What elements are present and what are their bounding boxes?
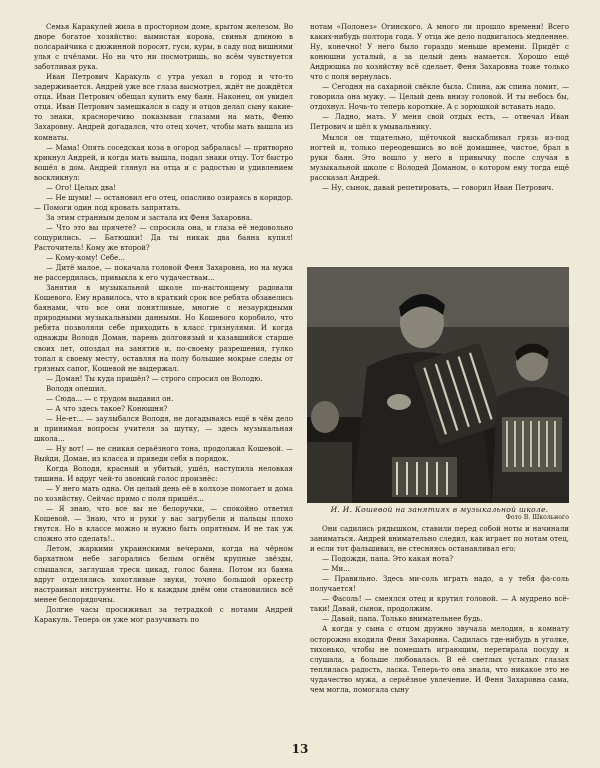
paragraph: — Не шуми! — остановил его отец, опасливо озираясь в коридор. — Помоги один под кровать запрятать. [34, 192, 293, 212]
right-column-top [310, 22, 569, 262]
paragraph: Они садились рядышком, ставили перед собой ноты и начинали заниматься. Андрей внимательно следил, как играет по нотам отец, и если тот фальшивил, не стесняясь останавливал его: [310, 524, 569, 554]
paragraph: Володя опешил. [46, 383, 107, 393]
paragraph: — Сюда... — с трудом выдавил он. [46, 393, 174, 403]
paragraph: — Фасоль! — смеялся отец и крутил головой. — А мудрено всё-таки! Давай, сынок, продолжим. [310, 594, 569, 614]
page-number: 13 [291, 742, 309, 756]
paragraph: — Ми... [322, 564, 350, 574]
paragraph: Летом, жаркими украинскими вечерами, когда на чёрном бархатном небе загорались белым огнём крупные звёзды, слышался, заглушая треск цикад, голос баяна. Потом из баяна вдруг отделялись хохотливые звуки, точно большой оркестр настраивал инструменты. Но к каждым днём они становились всё менее беспорядочны. [34, 544, 293, 604]
paragraph: — Сегодня на сахарной свёкле была. Спина, аж спина ломит, — говорила она мужу. — Целый день внизу головой. И ты небось бы, отдохнул. Ночь-то теперь короткие. А с зорюшкой вставать надо. [310, 82, 569, 112]
paragraph: — Ого! Целых два! [46, 182, 117, 192]
paragraph: Долгие часы просиживал за тетрадкой с нотами Андрей Каракуль. Теперь он уже мог разучивать по [34, 604, 293, 624]
paragraph: Мылся он тщательно, щёточкой выскабливал грязь из-под ногтей и, только переодевшись во всё домашнее, чистое, брал в руки баян. Это вошло у него в привычку после случая в музыкальной школе с Володей Доманом, о котором ему тогда ещё рассказал Андрей. [310, 132, 569, 182]
paragraph: — Доман! Ты куда пришёл? — строго спросил он Володю. [46, 373, 263, 383]
paragraph: За этим странным делом и застала их Феня Захаровна. [46, 212, 253, 222]
paragraph: — Что это вы прячете? — спросила она, и глаза её недовольно сощурились. — Батюшки! Да ты никак два баяна купил! Расточитель! Кому же второй? [34, 222, 293, 253]
paragraph: Когда Володя, красный и убитый, ушёл, наступила неловкая тишина. И вдруг чей-то звонкий голос произнёс: [34, 464, 293, 484]
paragraph: — Кому-кому! Себе... [46, 253, 126, 263]
paragraph: — Дитё малое, — покачала головой Феня Захаровна, но на мужа не рассердилась, привыкла к его чудачествам... [34, 263, 293, 283]
paragraph: Иван Петрович Каракуль с утра уехал в город и что-то задерживается. Андрей уже все глаза высмотрел, ждёт не дождётся отца. Иван Петрович обещал купить ему баян. Наконец, он увидел отца. Иван Петрович замешкался в саду и отцов делал сыну какие-то знаки, красноречиво показывая глазами на мать, Феню Захаровну. Андрей догадался, что отец хочет, чтобы мать вышла из комнаты. [34, 72, 293, 142]
paragraph: — Ладно, мать. У меня свой отдых есть, — отвечал Иван Петрович и шёл к умывальнику. [310, 112, 569, 132]
paragraph: Занятия в музыкальной школе по-настоящему радовали Кошевого. Ему нравилось, что в краткий срок все ребята обзавелись баянами, что все они понятливые, многие с незаурядными природными музыкальными данными. Но Кошевого коробило, что ребята позволяли себе приходить в класс грязнулями. И когда однажды Володя Доман, парень долговязый и казавшийся старше своих лет, опоздал на занятия и, по-своему разрешения, гулко топал к своему месту, оставляя на полу большие мокрые следы от грязных сапог, Кошевой не выдержал. [34, 283, 293, 373]
paragraph: — Мама! Опять соседская коза в огород забралась! — притворно крикнул Андрей, и когда мать вышла, подал знаки отцу. Тот быстро вошёл в дом. Андрей глянул на отца и с радостью и удивлением воскликнул: [34, 142, 293, 182]
paragraph: А когда у сына с отцом дружно звучала мелодия, в комнату осторожно входила Феня Захаровна. Садилась где-нибудь в уголке, тихонько, чтобы не помешать играющим, перетирала посуду и слушала, а больше любовалась. В её светлых усталых глазах теплилась радость, ласка. Теперь-то она знала, что никакое это не чудачество мужа, а серьёзное увлечение. И Феня Захаровна сама, чем могла, помогала сыну [310, 624, 569, 694]
paragraph: нотам «Полонез» Огинского. А много ли прошло времени! Всего каких-нибудь полтора года. У отца же дело подвигалось медленнее. Ну, конечно! У него было гораздо меньше времени. Придёт с конюшни усталый, а за целый день намается. Хорошо ещё Андрюшка по хозяйству всё сделает. Феня Захаровна тоже только что с поля вернулась. [310, 22, 569, 82]
left-column [34, 22, 293, 740]
photo-caption: И. И. Кошевой на занятиях в музыкальной школе. [330, 505, 549, 514]
paragraph: — Я знаю, что все вы не белоручки, — спокойно ответил Кошевой. — Знаю, что и руки у вас загрубели и пальцы плохо гнутся. Но в классе можно и нужно быть опрятным. И не так уж сложно это сделать!.. [34, 504, 293, 544]
paragraph: — Правильно. Здесь ми-соль играть надо, а у тебя фа-соль получается! [310, 574, 569, 594]
paragraph: — Подожди, папа. Это какая нота? [322, 554, 454, 564]
paragraph: Семья Каракулей жила в просторном доме, крытом железом. Во дворе богатое хозяйство: вымистая корова, свинья длиною в полсарайчика с дюжинной поросят, гуси, куры, в саду под вишнями улья с пчёлами. Но на что ни посмотришь, во всём чувствуется заботливая рука. [34, 22, 293, 72]
paragraph: — У него мать одна. Он целый день её в колхозе помогает и дома по хозяйству. Сейчас прямо с поля пришёл... [34, 484, 293, 504]
photo-illustration [307, 267, 569, 503]
photo-musicians [307, 267, 569, 503]
right-column-bottom [310, 524, 569, 714]
paragraph: — Ну вот! — не сникая серьёзного тона, продолжал Кошевой. — Выйди, Доман, из класса и приведи себя в порядок. [34, 443, 293, 464]
paragraph: — А что здесь такое? Конюшня? [46, 403, 168, 413]
paragraph: — Ну, сынок, давай репетировать, — говорил Иван Петрович. [322, 182, 554, 192]
photo-credit: Фото В. Школьного [505, 514, 569, 521]
paragraph: — Не-ет... — заулыбался Володя, не догадываясь ещё в чём дело и принимая вопросы учителя за шутку, — здесь музыкальная школа... [34, 413, 293, 443]
paragraph: — Давай, папа. Только внимательнее будь. [322, 614, 483, 624]
